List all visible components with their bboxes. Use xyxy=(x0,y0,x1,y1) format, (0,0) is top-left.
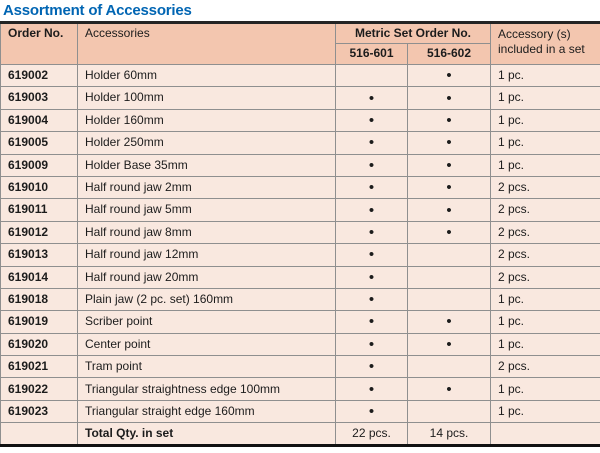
table-row xyxy=(1,288,600,310)
cell-order-no: 619010 xyxy=(1,176,78,198)
cell-set-516-602: • xyxy=(408,132,491,154)
total-set-516-602: 14 pcs. xyxy=(408,423,491,445)
cell-set-516-601: • xyxy=(336,132,408,154)
cell-accessory: Tram point xyxy=(78,356,336,378)
cell-set-516-602: • xyxy=(408,109,491,131)
table-row xyxy=(1,199,600,221)
cell-set-516-601: • xyxy=(336,400,408,422)
cell-order-no: 619009 xyxy=(1,154,78,176)
cell-set-516-601: • xyxy=(336,333,408,355)
header-accessory-included xyxy=(491,23,600,65)
cell-set-516-602 xyxy=(408,400,491,422)
cell-order-no: 619003 xyxy=(1,87,78,109)
table-row xyxy=(1,87,600,109)
cell-qty: 1 pc. xyxy=(491,378,600,400)
cell-set-516-601: • xyxy=(336,87,408,109)
header-metric-set-order-no: Metric Set Order No. xyxy=(336,23,491,44)
header-set-516-601: 516-601 xyxy=(336,44,408,65)
cell-accessory: Holder 250mm xyxy=(78,132,336,154)
cell-qty: 2 pcs. xyxy=(491,176,600,198)
accessories-table xyxy=(0,21,600,447)
cell-set-516-602: • xyxy=(408,221,491,243)
header-accessories: Accessories xyxy=(78,23,336,65)
total-label: Total Qty. in set xyxy=(78,423,336,445)
cell-set-516-601: • xyxy=(336,221,408,243)
cell-order-no: 619005 xyxy=(1,132,78,154)
cell-qty: 1 pc. xyxy=(491,333,600,355)
table-body xyxy=(1,65,600,423)
table-row xyxy=(1,356,600,378)
cell-accessory: Half round jaw 8mm xyxy=(78,221,336,243)
cell-set-516-602: • xyxy=(408,378,491,400)
cell-qty: 1 pc. xyxy=(491,288,600,310)
cell-order-no: 619023 xyxy=(1,400,78,422)
cell-set-516-602: • xyxy=(408,199,491,221)
cell-set-516-601: • xyxy=(336,109,408,131)
cell-order-no: 619011 xyxy=(1,199,78,221)
page-title: Assortment of Accessories xyxy=(3,2,192,19)
cell-set-516-601: • xyxy=(336,154,408,176)
cell-order-no: 619004 xyxy=(1,109,78,131)
cell-order-no: 619002 xyxy=(1,65,78,87)
table-row xyxy=(1,65,600,87)
cell-order-no: 619014 xyxy=(1,266,78,288)
table-row xyxy=(1,176,600,198)
cell-set-516-601: • xyxy=(336,356,408,378)
cell-qty: 2 pcs. xyxy=(491,221,600,243)
cell-order-no: 619018 xyxy=(1,288,78,310)
cell-qty: 2 pcs. xyxy=(491,266,600,288)
cell-qty: 2 pcs. xyxy=(491,244,600,266)
cell-set-516-602: • xyxy=(408,311,491,333)
cell-set-516-602 xyxy=(408,244,491,266)
header-accessory-included-line2: included in a set xyxy=(498,42,585,56)
table-row xyxy=(1,244,600,266)
cell-set-516-602 xyxy=(408,266,491,288)
cell-set-516-601: • xyxy=(336,244,408,266)
table-row xyxy=(1,400,600,422)
cell-set-516-602 xyxy=(408,356,491,378)
cell-set-516-602 xyxy=(408,288,491,310)
cell-order-no: 619020 xyxy=(1,333,78,355)
cell-accessory: Half round jaw 20mm xyxy=(78,266,336,288)
cell-accessory: Triangular straightness edge 100mm xyxy=(78,378,336,400)
cell-set-516-602: • xyxy=(408,65,491,87)
total-qty-cell xyxy=(491,423,600,445)
cell-accessory: Half round jaw 5mm xyxy=(78,199,336,221)
cell-order-no: 619012 xyxy=(1,221,78,243)
cell-order-no: 619022 xyxy=(1,378,78,400)
cell-set-516-601: • xyxy=(336,266,408,288)
cell-set-516-602: • xyxy=(408,333,491,355)
cell-qty: 1 pc. xyxy=(491,109,600,131)
total-order-cell xyxy=(1,423,78,445)
cell-order-no: 619013 xyxy=(1,244,78,266)
cell-qty: 2 pcs. xyxy=(491,199,600,221)
table-row xyxy=(1,378,600,400)
table-row xyxy=(1,132,600,154)
cell-set-516-601: • xyxy=(336,176,408,198)
table-header xyxy=(1,23,600,65)
cell-set-516-601: • xyxy=(336,288,408,310)
cell-qty: 1 pc. xyxy=(491,87,600,109)
cell-accessory: Center point xyxy=(78,333,336,355)
table-row xyxy=(1,221,600,243)
cell-order-no: 619019 xyxy=(1,311,78,333)
cell-qty: 2 pcs. xyxy=(491,356,600,378)
table-row xyxy=(1,266,600,288)
cell-set-516-601: • xyxy=(336,311,408,333)
cell-set-516-602: • xyxy=(408,176,491,198)
cell-qty: 1 pc. xyxy=(491,65,600,87)
cell-accessory: Holder 60mm xyxy=(78,65,336,87)
cell-accessory: Holder 160mm xyxy=(78,109,336,131)
cell-accessory: Holder 100mm xyxy=(78,87,336,109)
header-set-516-602: 516-602 xyxy=(408,44,491,65)
cell-accessory: Scriber point xyxy=(78,311,336,333)
cell-accessory: Triangular straight edge 160mm xyxy=(78,400,336,422)
table-row xyxy=(1,154,600,176)
table-footer xyxy=(1,423,600,445)
cell-set-516-602: • xyxy=(408,154,491,176)
cell-set-516-602: • xyxy=(408,87,491,109)
cell-qty: 1 pc. xyxy=(491,154,600,176)
cell-qty: 1 pc. xyxy=(491,132,600,154)
cell-accessory: Half round jaw 12mm xyxy=(78,244,336,266)
cell-accessory: Holder Base 35mm xyxy=(78,154,336,176)
cell-set-516-601: • xyxy=(336,378,408,400)
cell-accessory: Half round jaw 2mm xyxy=(78,176,336,198)
table-row xyxy=(1,311,600,333)
total-set-516-601: 22 pcs. xyxy=(336,423,408,445)
cell-qty: 1 pc. xyxy=(491,400,600,422)
cell-order-no: 619021 xyxy=(1,356,78,378)
cell-accessory: Plain jaw (2 pc. set) 160mm xyxy=(78,288,336,310)
cell-set-516-601: • xyxy=(336,199,408,221)
table-row xyxy=(1,333,600,355)
header-accessory-included-line1: Accessory (s) xyxy=(498,27,571,41)
cell-qty: 1 pc. xyxy=(491,311,600,333)
table-row xyxy=(1,109,600,131)
total-row xyxy=(1,423,600,445)
header-order-no: Order No. xyxy=(1,23,78,65)
cell-set-516-601 xyxy=(336,65,408,87)
